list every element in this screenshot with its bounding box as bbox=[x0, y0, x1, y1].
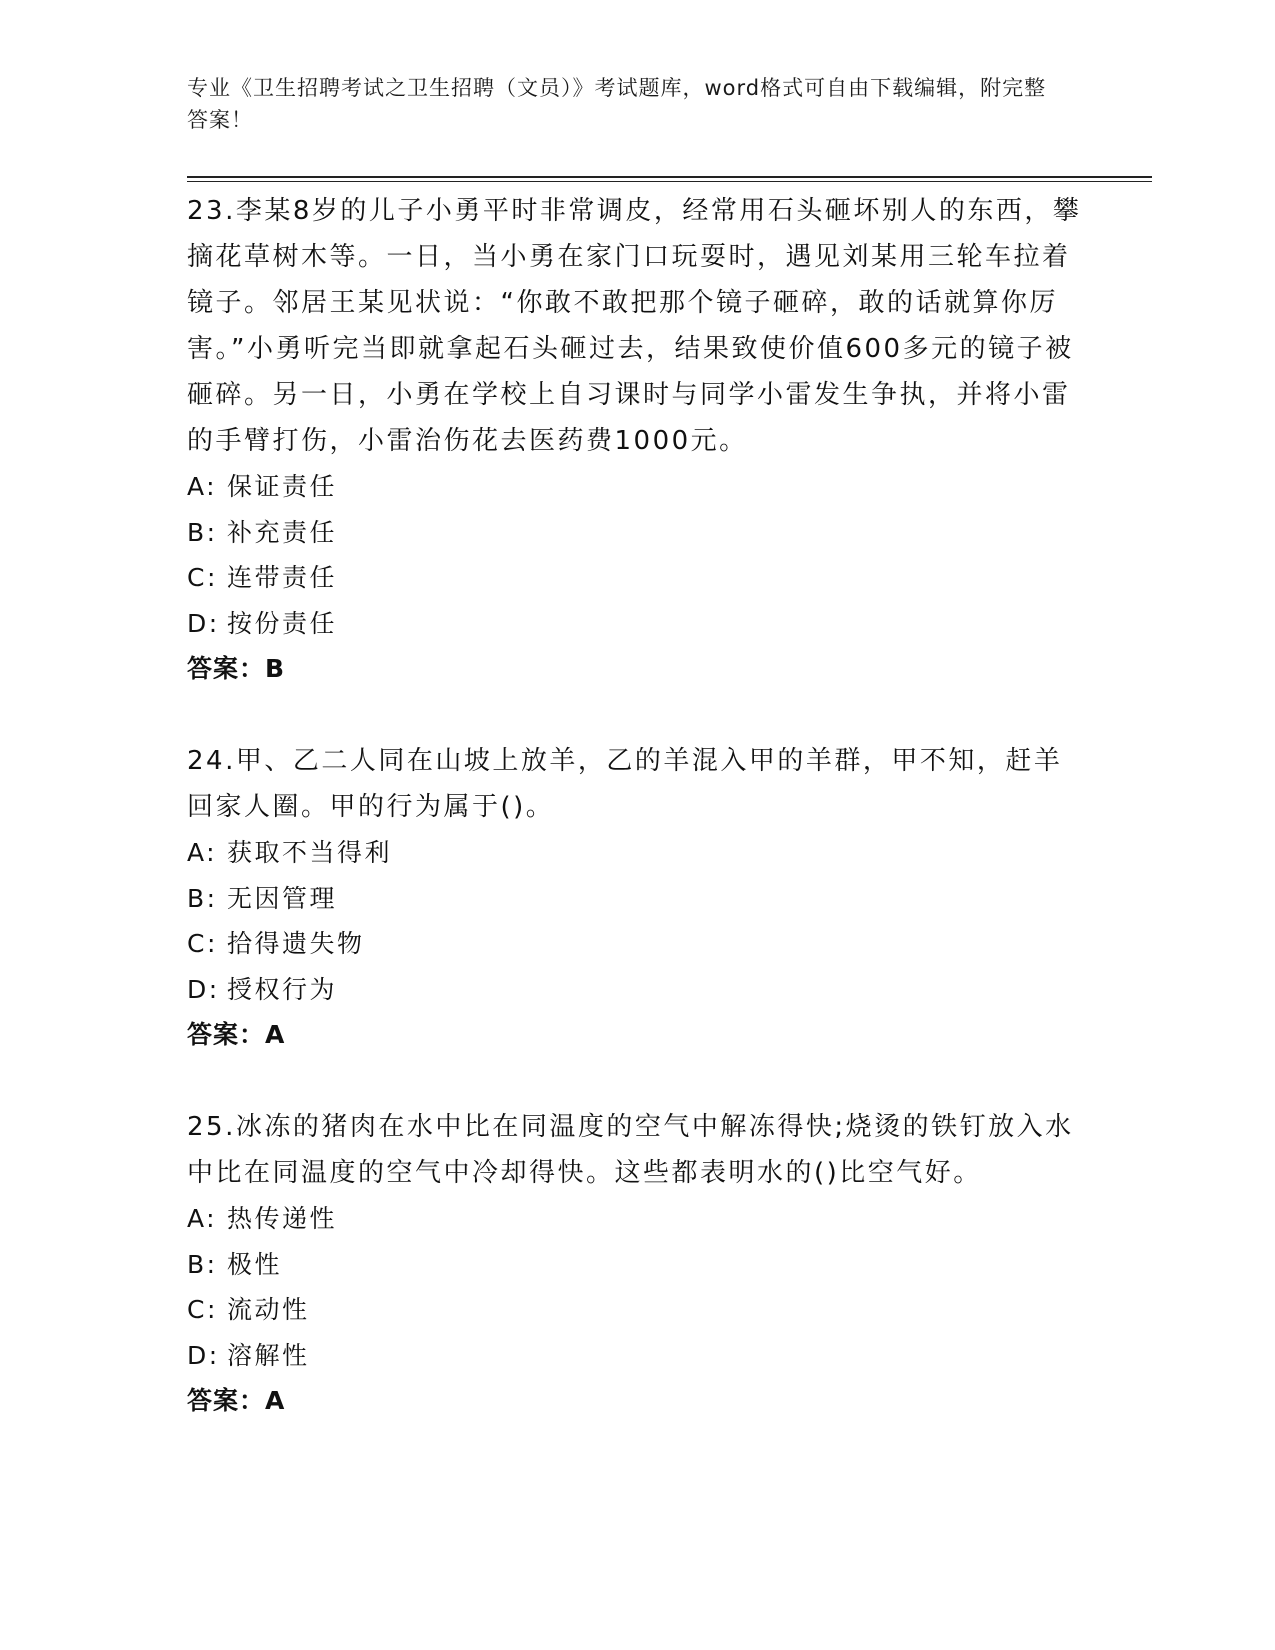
option-c bbox=[187, 921, 1087, 967]
option-b bbox=[187, 1242, 1087, 1288]
question-25 bbox=[187, 1104, 1087, 1423]
option-text: 极性 bbox=[227, 1249, 283, 1279]
question-spacer bbox=[187, 691, 1087, 738]
question-spacer bbox=[187, 1057, 1087, 1104]
option-text: 热传递性 bbox=[227, 1204, 338, 1233]
option-a bbox=[187, 830, 1087, 876]
question-23 bbox=[187, 188, 1087, 691]
option-c bbox=[187, 555, 1087, 601]
option-text: 连带责任 bbox=[227, 563, 338, 592]
option-b bbox=[187, 876, 1087, 922]
option-c bbox=[187, 1287, 1087, 1333]
option-letter: A: bbox=[187, 838, 218, 867]
option-letter: A: bbox=[187, 1204, 218, 1233]
option-d bbox=[187, 967, 1087, 1013]
option-text: 无因管理 bbox=[227, 883, 338, 913]
option-text: 流动性 bbox=[227, 1295, 310, 1324]
answer-line: 答案：A bbox=[187, 1386, 286, 1415]
question-text: 24.甲、乙二人同在山坡上放羊，乙的羊混入甲的羊群，甲不知，赶羊回家人圈。甲的行为属于()。 bbox=[187, 746, 1063, 822]
option-letter: C: bbox=[187, 929, 218, 958]
answer-line: 答案：A bbox=[187, 1020, 286, 1049]
option-letter: C: bbox=[187, 1295, 218, 1324]
option-letter: D: bbox=[187, 974, 220, 1004]
option-text: 溶解性 bbox=[227, 1340, 310, 1370]
option-text: 授权行为 bbox=[227, 974, 338, 1004]
option-b bbox=[187, 510, 1087, 556]
option-letter: D: bbox=[187, 1340, 220, 1370]
option-letter: B: bbox=[187, 1249, 218, 1279]
option-text: 获取不当得利 bbox=[227, 838, 393, 867]
option-text: 按份责任 bbox=[227, 608, 338, 638]
question-24 bbox=[187, 738, 1087, 1057]
answer-line: 答案：B bbox=[187, 654, 286, 683]
option-letter: C: bbox=[187, 563, 218, 592]
header-divider-thin bbox=[187, 181, 1152, 182]
header-divider-thick bbox=[187, 176, 1152, 178]
question-list bbox=[187, 188, 1087, 1423]
option-letter: D: bbox=[187, 608, 220, 638]
option-letter: B: bbox=[187, 883, 218, 913]
question-text: 23.李某8岁的儿子小勇平时非常调皮，经常用石头砸坏别人的东西，攀摘花草树木等。一日，当小勇在家门口玩耍时，遇见刘某用三轮车拉着镜子。邻居王某见状说：“你敢不敢把那个镜子砸碎，敢的话就算你厉害。”小勇听完当即就拿起石头砸过去，结果致使价值600多元的镜子被砸碎。另一日，小勇在学校上自习课时与同学小雷发生争执，并将小雷的手臂打伤，小雷治伤花去医药费1000元。 bbox=[187, 196, 1082, 456]
option-d bbox=[187, 1333, 1087, 1379]
option-letter: A: bbox=[187, 472, 218, 501]
option-letter: B: bbox=[187, 517, 218, 547]
option-a bbox=[187, 1196, 1087, 1242]
header-text: 专业《卫生招聘考试之卫生招聘（文员）》考试题库，word格式可自由下载编辑，附完整答案！ bbox=[187, 76, 1047, 132]
option-text: 保证责任 bbox=[227, 472, 338, 501]
option-d bbox=[187, 601, 1087, 647]
option-text: 补充责任 bbox=[227, 517, 338, 547]
question-text: 25.冰冻的猪肉在水中比在同温度的空气中解冻得快;烧烫的铁钉放入水中比在同温度的空气中冷却得快。这些都表明水的()比空气好。 bbox=[187, 1112, 1074, 1188]
option-text: 拾得遗失物 bbox=[227, 929, 365, 958]
option-a bbox=[187, 464, 1087, 510]
